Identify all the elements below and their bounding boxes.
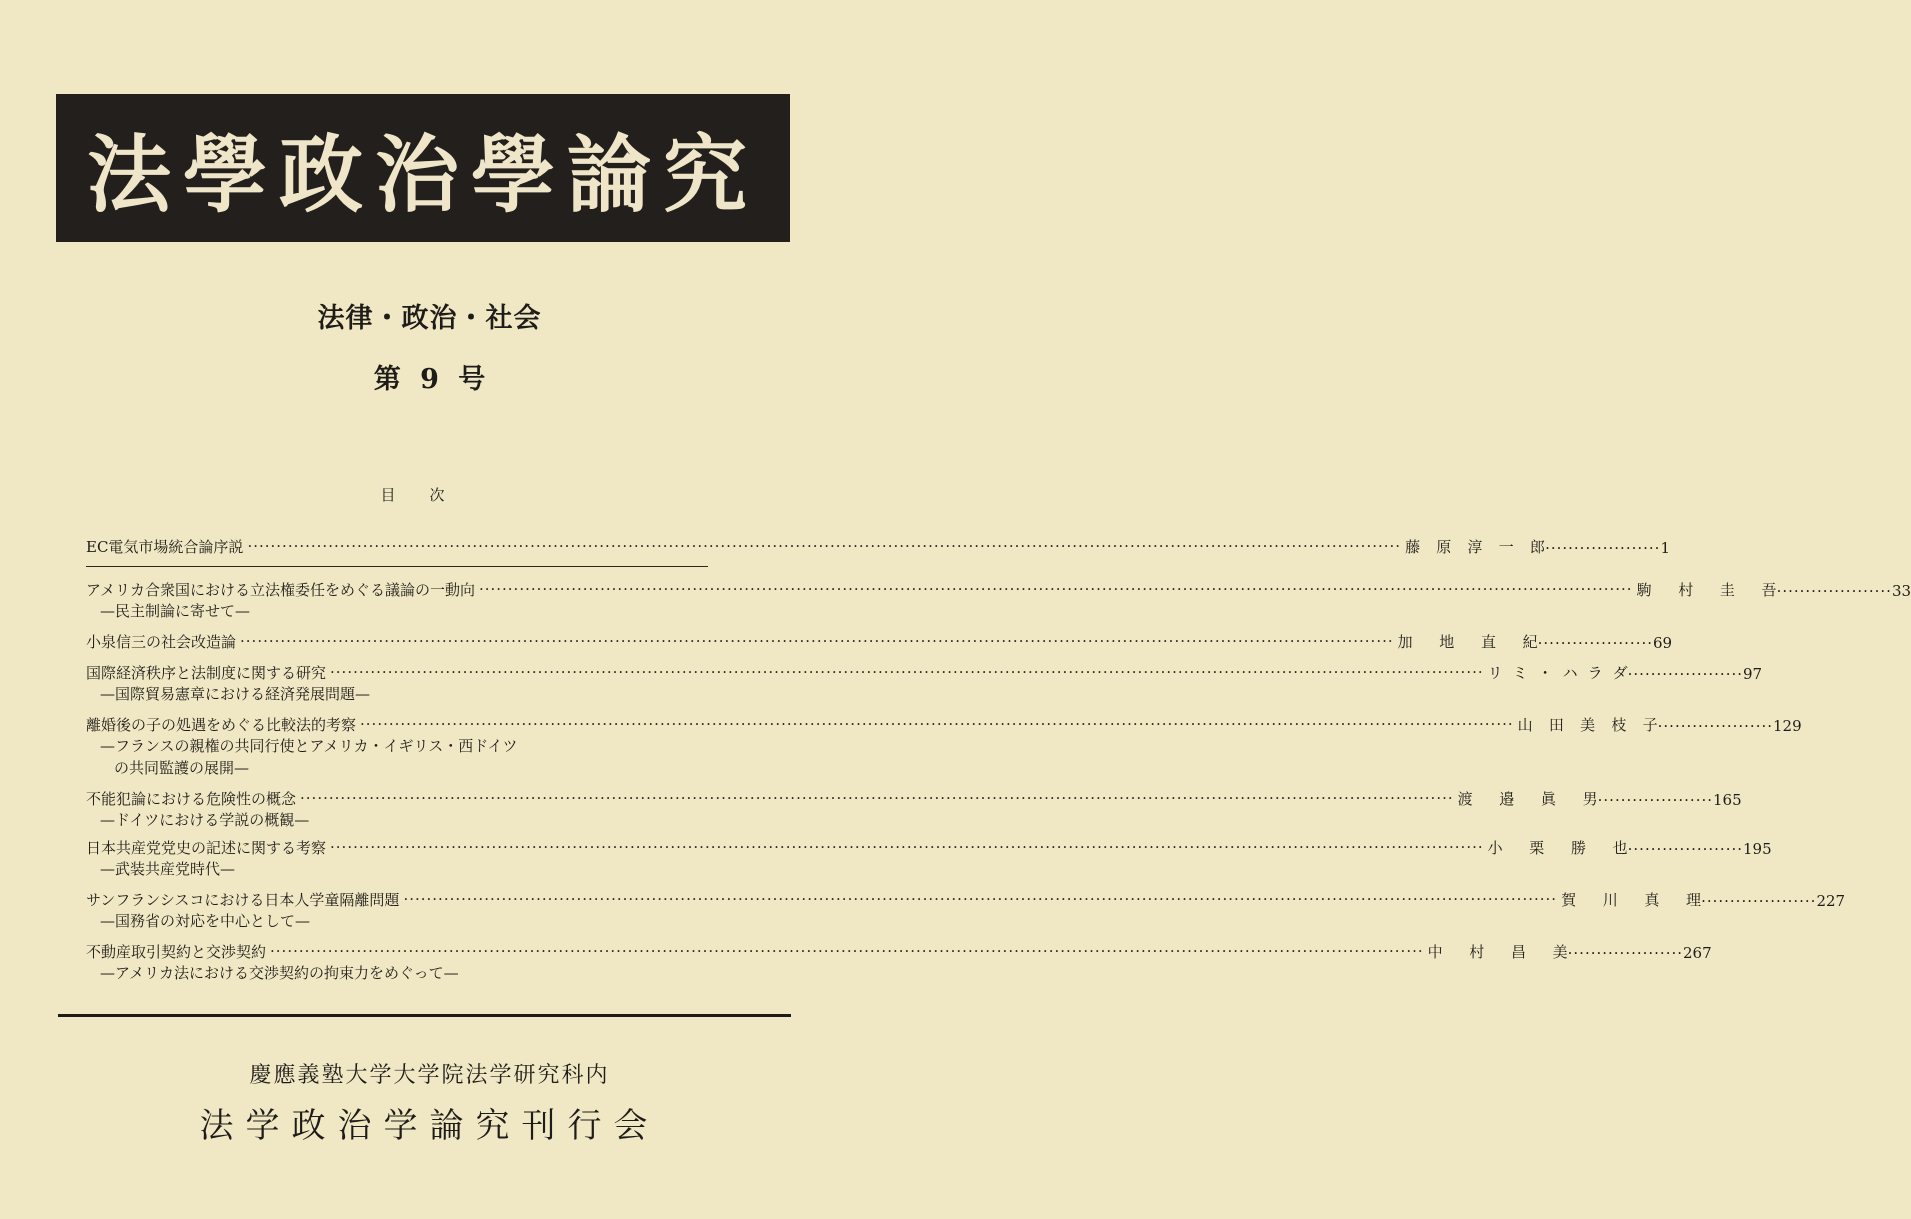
- toc-entry: [86, 888, 1846, 932]
- author-char: 一: [1498, 538, 1514, 556]
- author-char: 直: [1480, 633, 1496, 651]
- toc-entry: [86, 630, 1673, 652]
- author-char: ミ: [1512, 664, 1528, 682]
- author-char: 紀: [1522, 633, 1538, 651]
- page-leader: [1538, 634, 1672, 652]
- page-dot-leader: ····················: [1537, 634, 1654, 652]
- article-title: 国際経済秩序と法制度に関する研究: [86, 664, 327, 682]
- article-author: [1488, 662, 1628, 683]
- toc-entry: [86, 713, 1802, 779]
- toc-entry: [86, 578, 1911, 622]
- article-subtitle: —国際貿易憲章における経済発展問題—: [100, 685, 371, 703]
- dot-leader: ········································································································································································································: [403, 890, 1558, 908]
- dot-leader: ········································································································································································································: [240, 632, 1394, 650]
- author-char: 地: [1439, 633, 1455, 651]
- issue-number: 第 9 号: [373, 364, 486, 395]
- page-dot-leader: ····················: [1701, 892, 1817, 910]
- toc-entry: [86, 661, 1763, 705]
- article-subtitle: —民主制論に寄せて—: [100, 602, 251, 620]
- article-title: 小泉信三の社会改造論: [86, 633, 237, 651]
- author-char: ダ: [1612, 664, 1628, 682]
- author-char: 小: [1487, 839, 1503, 857]
- author-char: 加: [1397, 633, 1413, 651]
- author-char: 淳: [1467, 538, 1483, 556]
- dot-leader: ········································································································································································································: [330, 838, 1484, 856]
- author-char: 也: [1612, 839, 1628, 857]
- subtitle: 法律・政治・社会: [317, 303, 542, 334]
- author-char: 真: [1644, 891, 1660, 909]
- author-char: 賀: [1561, 891, 1577, 909]
- article-title: EC電気市場統合論序説: [86, 538, 244, 556]
- page-number: 227: [1816, 892, 1846, 910]
- page-leader: [1658, 717, 1802, 735]
- page-dot-leader: ····················: [1597, 791, 1714, 809]
- dot-leader: ········································································································································································································: [478, 580, 1633, 598]
- author-char: リ: [1487, 664, 1503, 682]
- toc-divider: [86, 566, 708, 567]
- page-leader: [1701, 892, 1845, 910]
- author-char: 邉: [1499, 790, 1515, 808]
- author-char: 駒: [1636, 581, 1652, 599]
- article-subtitle: —武装共産党時代—: [100, 860, 236, 878]
- article-title: 日本共産党党史の記述に関する考察: [86, 839, 327, 857]
- author-char: 吾: [1761, 581, 1777, 599]
- author-char: 郎: [1530, 538, 1546, 556]
- dot-leader: ········································································································································································································: [360, 715, 1514, 733]
- author-char: 昌: [1510, 943, 1526, 961]
- author-char: 藤: [1405, 538, 1421, 556]
- toc-entry: [86, 787, 1742, 831]
- author-char: 村: [1469, 943, 1485, 961]
- article-author: [1637, 579, 1777, 600]
- author-char: 栗: [1529, 839, 1545, 857]
- article-author: [1561, 889, 1701, 910]
- article-title: 不動産取引契約と交渉契約: [86, 943, 267, 961]
- page-number: 69: [1653, 634, 1673, 652]
- article-author: [1428, 941, 1568, 962]
- author-char: 渡: [1457, 790, 1473, 808]
- page-dot-leader: ····················: [1545, 539, 1661, 557]
- page-leader: [1777, 582, 1911, 600]
- page-number: 195: [1743, 840, 1772, 858]
- article-title: アメリカ合衆国における立法権委任をめぐる議論の一動向: [86, 581, 475, 599]
- author-char: 原: [1436, 538, 1452, 556]
- article-title: 離婚後の子の処遇をめぐる比較法的考察: [86, 716, 357, 734]
- journal-title: 法學政治學論究: [86, 124, 759, 224]
- author-char: 子: [1642, 716, 1658, 734]
- author-char: 村: [1678, 581, 1694, 599]
- article-author: [1405, 536, 1545, 557]
- author-char: 眞: [1540, 790, 1556, 808]
- author-char: 川: [1602, 891, 1618, 909]
- author-char: 圭: [1719, 581, 1735, 599]
- author-char: 中: [1427, 943, 1443, 961]
- author-char: ラ: [1587, 664, 1603, 682]
- article-title: サンフランシスコにおける日本人学童隔離問題: [86, 891, 400, 909]
- author-char: 美: [1580, 716, 1596, 734]
- article-subtitle: —アメリカ法における交渉契約の拘束力をめぐって—: [100, 964, 459, 982]
- article-author: [1488, 837, 1628, 858]
- article-subtitle: —国務省の対応を中心として—: [100, 912, 311, 930]
- page-number: 267: [1683, 944, 1712, 962]
- page-number: 97: [1743, 665, 1763, 683]
- toc-heading: 目次: [380, 486, 479, 504]
- toc-entry: [86, 940, 1712, 984]
- dot-leader: ········································································································································································································: [247, 537, 1402, 555]
- footer-divider: [58, 1014, 791, 1017]
- dot-leader: ········································································································································································································: [330, 663, 1484, 681]
- toc-entry: [86, 836, 1772, 880]
- article-author: [1518, 714, 1658, 735]
- page-number: 33: [1891, 582, 1911, 600]
- author-char: ・: [1537, 664, 1553, 682]
- author-char: 山: [1517, 716, 1533, 734]
- author-char: 枝: [1611, 716, 1627, 734]
- page-leader: [1545, 539, 1670, 557]
- article-subtitle: —フランスの親権の共同行使とアメリカ・イギリス・西ドイツ: [100, 737, 518, 755]
- page-leader: [1568, 944, 1712, 962]
- page-number: 1: [1660, 539, 1670, 557]
- page-dot-leader: ····················: [1567, 944, 1684, 962]
- page-leader: [1598, 791, 1742, 809]
- author-char: 田: [1548, 716, 1564, 734]
- article-subtitle: の共同監護の展開—: [114, 759, 250, 777]
- article-author: [1398, 631, 1538, 652]
- author-char: 勝: [1570, 839, 1586, 857]
- page-leader: [1628, 665, 1762, 683]
- title-banner: [56, 94, 790, 242]
- author-char: ハ: [1562, 664, 1578, 682]
- publisher-name: 法学政治学論究刊行会: [199, 1106, 660, 1146]
- dot-leader: ········································································································································································································: [270, 942, 1424, 960]
- page-dot-leader: ····················: [1776, 582, 1892, 600]
- toc-entry: [86, 535, 1670, 557]
- author-char: 理: [1686, 891, 1702, 909]
- page-dot-leader: ····················: [1627, 665, 1744, 683]
- page-dot-leader: ····················: [1627, 840, 1744, 858]
- page-leader: [1628, 840, 1772, 858]
- article-title: 不能犯論における危険性の概念: [86, 790, 297, 808]
- author-char: 男: [1582, 790, 1598, 808]
- page-dot-leader: ····················: [1657, 717, 1774, 735]
- author-char: 美: [1552, 943, 1568, 961]
- dot-leader: ········································································································································································································: [300, 789, 1454, 807]
- page-number: 165: [1713, 791, 1742, 809]
- publisher-affiliation: 慶應義塾大学大学院法学研究科内: [249, 1063, 610, 1088]
- page-number: 129: [1773, 717, 1802, 735]
- article-subtitle: —ドイツにおける学説の概観—: [100, 811, 310, 829]
- article-author: [1458, 788, 1598, 809]
